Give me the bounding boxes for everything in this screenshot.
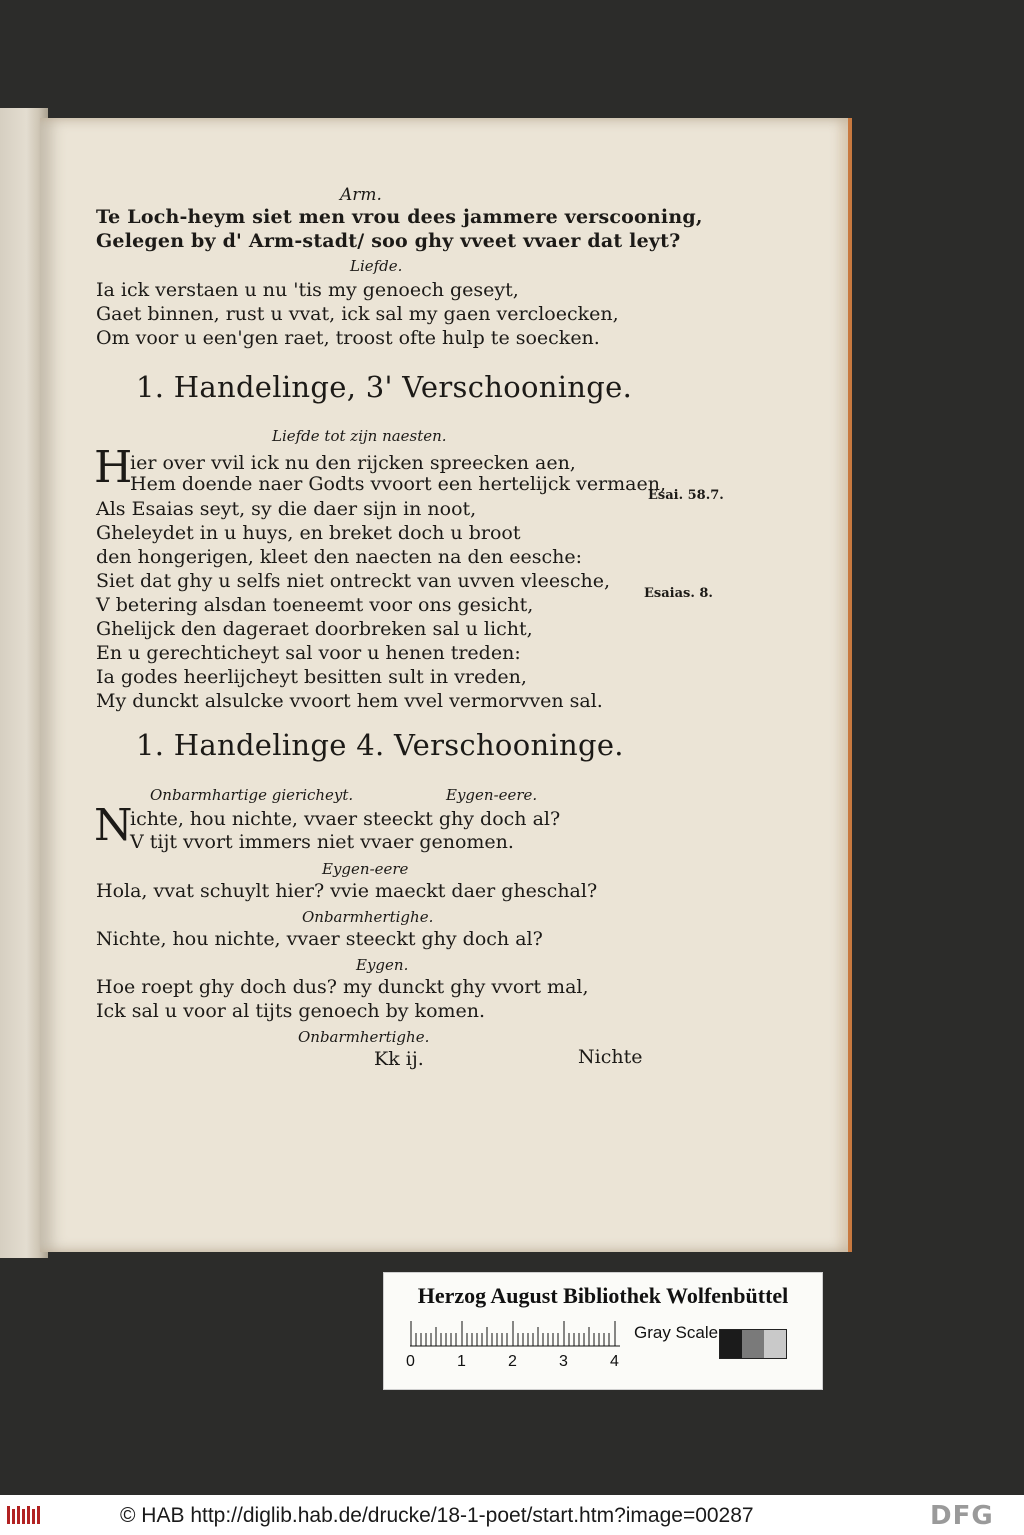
text-line: V betering alsdan toeneemt voor ons gesicht,: [96, 594, 534, 616]
drop-capital: H: [94, 442, 133, 493]
signature-mark: Kk ij.: [374, 1048, 424, 1070]
text-line: ier over vvil ick nu den rijcken spreecken aen,: [130, 452, 576, 474]
margin-note: Esai. 58.7.: [648, 488, 724, 503]
text-line: Hem doende naer Godts vvoort een hertelijck vermaen,: [130, 473, 667, 495]
text-line: Als Esaias seyt, sy die daer sijn in noot,: [96, 498, 477, 520]
scale-number: 3: [559, 1353, 568, 1370]
speaker-label: Liefde tot zijn naesten.: [272, 427, 447, 445]
speaker-label: Eygen-eere.: [446, 786, 538, 804]
page-text: [40, 118, 848, 1252]
drop-capital: N: [94, 800, 133, 851]
text-line: ichte, hou nichte, vvaer steeckt ghy doch al?: [130, 808, 561, 830]
copyright-text: © HAB http://diglib.hab.de/drucke/18-1-poet/start.htm?image=00287: [120, 1504, 754, 1527]
book-page: [40, 118, 852, 1252]
text-line: Gaet binnen, rust u vvat, ick sal my gaen vercloecken,: [96, 303, 619, 325]
margin-note: Esaias. 8.: [644, 586, 713, 601]
gray-scale-swatch: [719, 1329, 787, 1359]
section-heading: 1. Handelinge, 3' Verschooninge.: [136, 370, 633, 404]
gray-scale-label: Gray Scale: [634, 1323, 719, 1342]
scale-number: 4: [610, 1353, 619, 1370]
speaker-label: Eygen.: [356, 956, 409, 974]
ruler-scale: [410, 1321, 620, 1347]
text-line: Gheleydet in u huys, en breket doch u broot: [96, 522, 521, 544]
catchword: Nichte: [578, 1046, 643, 1068]
text-line: Ia ick verstaen u nu 'tis my genoech geseyt,: [96, 279, 519, 301]
section-heading: 1. Handelinge 4. Verschooninge.: [136, 728, 624, 762]
text-line: My dunckt alsulcke vvoort hem vvel vermorvven sal.: [96, 690, 603, 712]
color-reference-card: [383, 1272, 823, 1390]
scale-number: 2: [508, 1353, 517, 1370]
text-line: En u gerechticheyt sal voor u henen treden:: [96, 642, 521, 664]
text-line: Hola, vvat schuylt hier? vvie maeckt daer gheschal?: [96, 880, 598, 902]
speaker-label: Onbarmhertighe.: [302, 908, 434, 926]
text-line: den hongerigen, kleet den naecten na den eesche:: [96, 546, 582, 568]
text-line: Om voor u een'gen raet, troost ofte hulp te soecken.: [96, 327, 600, 349]
text-line: V tijt vvort immers niet vvaer genomen.: [130, 831, 514, 853]
speaker-label: Arm.: [340, 185, 382, 205]
text-line: Te Loch-heym siet men vrou dees jammere verscooning,: [96, 206, 703, 228]
text-line: Ick sal u voor al tijts genoech by komen.: [96, 1000, 486, 1022]
text-line: Gelegen by d' Arm-stadt/ soo ghy vveet vvaer dat leyt?: [96, 230, 681, 252]
dfg-logo: DFG: [930, 1501, 994, 1531]
speaker-label: Onbarmhartige giericheyt.: [150, 786, 354, 804]
scale-number: 1: [457, 1353, 466, 1370]
text-line: Ia godes heerlijcheyt besitten sult in vreden,: [96, 666, 527, 688]
footer-bar: [0, 1495, 1024, 1535]
text-line: Nichte, hou nichte, vvaer steeckt ghy doch al?: [96, 928, 543, 950]
library-logo-icon: [6, 1504, 42, 1526]
speaker-label: Liefde.: [350, 257, 403, 275]
text-line: Ghelijck den dageraet doorbreken sal u licht,: [96, 618, 533, 640]
card-title: Herzog August Bibliothek Wolfenbüttel: [417, 1283, 789, 1308]
speaker-label: Eygen-eere: [322, 860, 409, 878]
text-line: Siet dat ghy u selfs niet ontreckt van uvven vleesche,: [96, 570, 610, 592]
scale-number: 0: [406, 1353, 415, 1370]
text-line: Hoe roept ghy doch dus? my dunckt ghy vvort mal,: [96, 976, 589, 998]
speaker-label: Onbarmhertighe.: [298, 1028, 430, 1046]
